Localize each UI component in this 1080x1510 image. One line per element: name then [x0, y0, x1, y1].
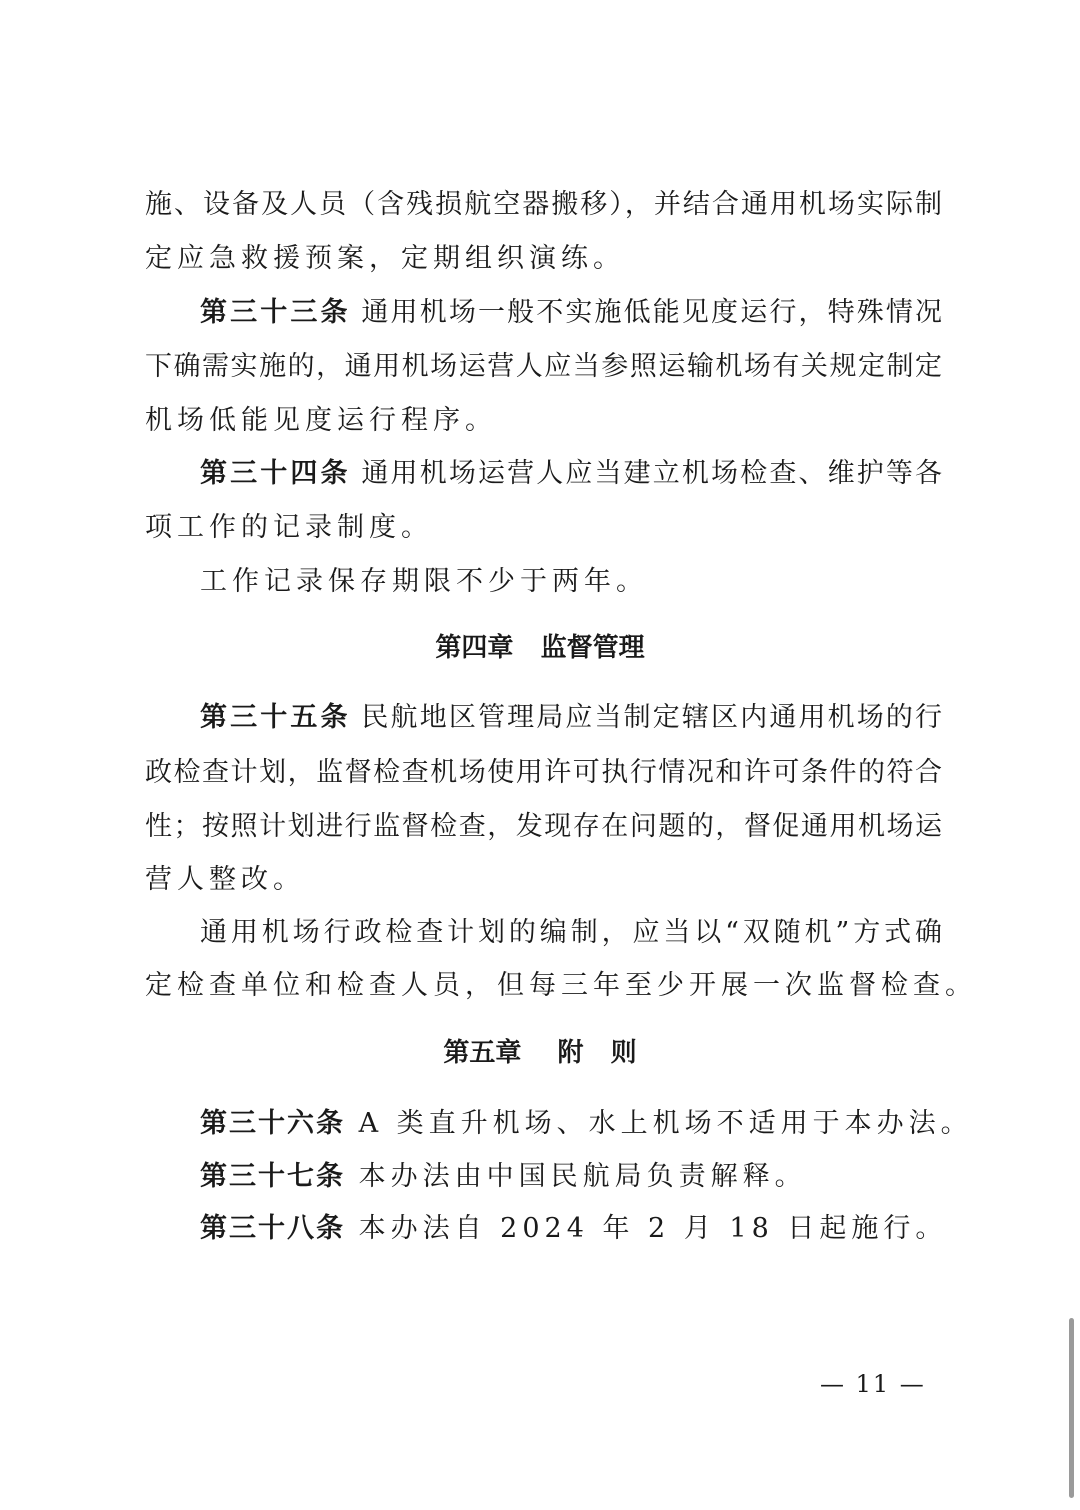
article-number: 第三十四条 [200, 458, 351, 489]
article-text: 本办法自 2024 年 2 月 18 日起施行。 [358, 1213, 948, 1244]
paragraph-line: 通用机场行政检查计划的编制，应当以“双随机”方式确 [200, 917, 943, 948]
article-35-line [200, 700, 943, 736]
paragraph-line: 定应急救援预案，定期组织演练。 [145, 243, 625, 274]
paragraph-line: 性；按照计划进行监督检查，发现存在问题的，督促通用机场运 [145, 811, 943, 842]
article-33-line [200, 295, 943, 331]
paragraph-line: 项工作的记录制度。 [145, 512, 433, 543]
vertical-scrollbar[interactable] [1069, 1318, 1074, 1498]
article-38-line [200, 1211, 948, 1247]
paragraph-line: 营人整改。 [145, 864, 305, 895]
paragraph-line: 定检查单位和检查人员，但每三年至少开展一次监督检查。 [145, 970, 977, 1001]
article-text: 本办法由中国民航局负责解释。 [358, 1161, 807, 1192]
article-number: 第三十五条 [200, 702, 351, 733]
paragraph-line: 工作记录保存期限不少于两年。 [200, 566, 648, 597]
article-text: 通用机场一般不实施低能见度运行，特殊情况 [361, 297, 944, 328]
article-number: 第三十七条 [200, 1161, 345, 1192]
article-number: 第三十八条 [200, 1213, 345, 1244]
article-34-line [200, 456, 943, 492]
article-36-line [200, 1106, 973, 1142]
paragraph-line: 政检查计划，监督检查机场使用许可执行情况和许可条件的符合 [145, 757, 943, 788]
article-text: 通用机场运营人应当建立机场检查、维护等各 [361, 458, 944, 489]
article-37-line [200, 1159, 943, 1195]
article-text: A 类直升机场、水上机场不适用于本办法。 [358, 1108, 973, 1139]
paragraph-line: 机场低能见度运行程序。 [145, 405, 497, 436]
paragraph-line: 施、设备及人员（含残损航空器搬移），并结合通用机场实际制 [145, 189, 943, 220]
article-text: 民航地区管理局应当制定辖区内通用机场的行 [361, 702, 944, 733]
chapter-heading: 第四章 监督管理 [435, 633, 645, 663]
chapter-heading: 第五章 附 则 [443, 1038, 637, 1068]
article-number: 第三十六条 [200, 1108, 345, 1139]
article-number: 第三十三条 [200, 297, 351, 328]
page-number: — 11 — [820, 1370, 926, 1398]
paragraph-line: 下确需实施的，通用机场运营人应当参照运输机场有关规定制定 [145, 351, 943, 382]
